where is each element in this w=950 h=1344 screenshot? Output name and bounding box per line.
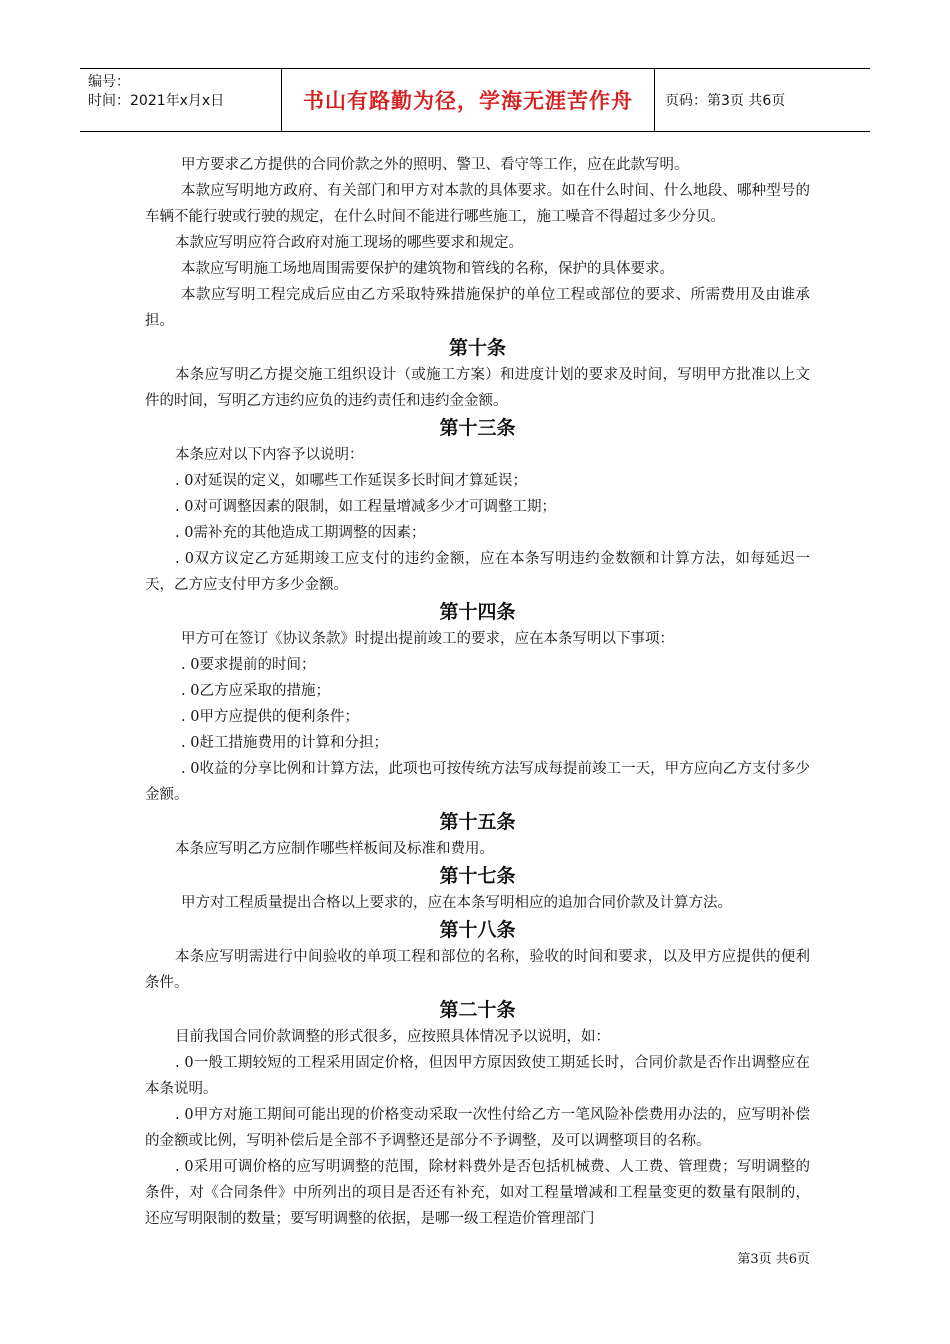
list-item: . 0采用可调价格的应写明调整的范围，除材料费外是否包括机械费、人工费、管理费；写明调整的条件，对《合同条件》中所列出的项目是否还有补充，如对工程量增减和工程量变更的数量有限制的，还应写明限制的数量；要写明调整的依据，是哪一级工程造价管理部门 [145, 1159, 810, 1227]
list-item: . 0要求提前的时间； [181, 657, 316, 673]
header-meta [80, 69, 282, 131]
header-motto: 书山有路勤为径，学海无涯苦作舟 [282, 69, 655, 131]
list-item: . 0赶工措施费用的计算和分担； [181, 735, 388, 751]
section-heading: 第二十条 [439, 999, 516, 1021]
section-heading: 第十八条 [439, 919, 516, 941]
paragraph: 甲方对工程质量提出合格以上要求的，应在本条写明相应的追加合同价款及计算方法。 [181, 895, 732, 911]
page-header [80, 68, 870, 132]
list-item: . 0一般工期较短的工程采用固定价格，但因甲方原因致使工期延长时，合同价款是否作出调整应在本条说明。 [145, 1055, 810, 1097]
paragraph: 本条应写明乙方应制作哪些样板间及标准和费用。 [175, 841, 494, 857]
document-number-label: 编号： [88, 74, 130, 90]
paragraph: 本款应写明地方政府、有关部门和甲方对本款的具体要求。如在什么时间、什么地段、哪种型号的车辆不能行驶或行驶的规定，在什么时间不能进行哪些施工，施工噪音不得超过多少分贝。 [145, 183, 810, 225]
list-item: . 0甲方应提供的便利条件； [181, 709, 359, 725]
paragraph: 甲方要求乙方提供的合同价款之外的照明、警卫、看守等工作，应在此款写明。 [181, 157, 689, 173]
list-item: . 0乙方应采取的措施； [181, 683, 330, 699]
paragraph: 本款应写明施工场地周围需要保护的建筑物和管线的名称，保护的具体要求。 [181, 261, 674, 277]
header-page-number: 页码：第3页 共6页 [665, 93, 786, 109]
paragraph: 本条应对以下内容予以说明： [175, 447, 364, 463]
paragraph: 本款应写明工程完成后应由乙方采取特殊措施保护的单位工程或部位的要求、所需费用及由谁承担。 [145, 287, 810, 329]
document-date-label: 时间：2021年x月x日 [88, 93, 225, 109]
paragraph: 目前我国合同价款调整的形式很多，应按照具体情况予以说明，如： [175, 1029, 610, 1045]
paragraph: 本条应写明需进行中间验收的单项工程和部位的名称，验收的时间和要求，以及甲方应提供的便利条件。 [145, 949, 810, 991]
list-item: . 0甲方对施工期间可能出现的价格变动采取一次性付给乙方一笔风险补偿费用办法的，应写明补偿的金额或比例，写明补偿后是全部不予调整还是部分不予调整，及可以调整项目的名称。 [145, 1107, 810, 1149]
document-body [145, 152, 810, 1232]
section-heading: 第十五条 [439, 811, 516, 833]
paragraph: 本款应写明应符合政府对施工现场的哪些要求和规定。 [175, 235, 523, 251]
paragraph: 甲方可在签订《协议条款》时提出提前竣工的要求，应在本条写明以下事项： [181, 631, 674, 647]
paragraph: 本条应写明乙方提交施工组织设计（或施工方案）和进度计划的要求及时间，写明甲方批准以上文件的时间，写明乙方违约应负的违约责任和违约金金额。 [145, 367, 810, 409]
list-item: . 0对可调整因素的限制，如工程量增减多少才可调整工期； [175, 499, 556, 515]
section-heading: 第十七条 [439, 865, 516, 887]
list-item: . 0对延误的定义，如哪些工作延误多长时间才算延误； [175, 473, 527, 489]
section-heading: 第十条 [448, 337, 506, 359]
list-item: . 0收益的分享比例和计算方法，此项也可按传统方法写成每提前竣工一天，甲方应向乙方支付多少金额。 [145, 761, 810, 803]
page-footer: 第3页 共6页 [737, 1252, 810, 1267]
section-heading: 第十三条 [439, 417, 516, 439]
list-item: . 0双方议定乙方延期竣工应支付的违约金额，应在本条写明违约金数额和计算方法，如每延迟一天，乙方应支付甲方多少金额。 [145, 551, 810, 593]
section-heading: 第十四条 [439, 601, 516, 623]
list-item: . 0需补充的其他造成工期调整的因素； [175, 525, 426, 541]
